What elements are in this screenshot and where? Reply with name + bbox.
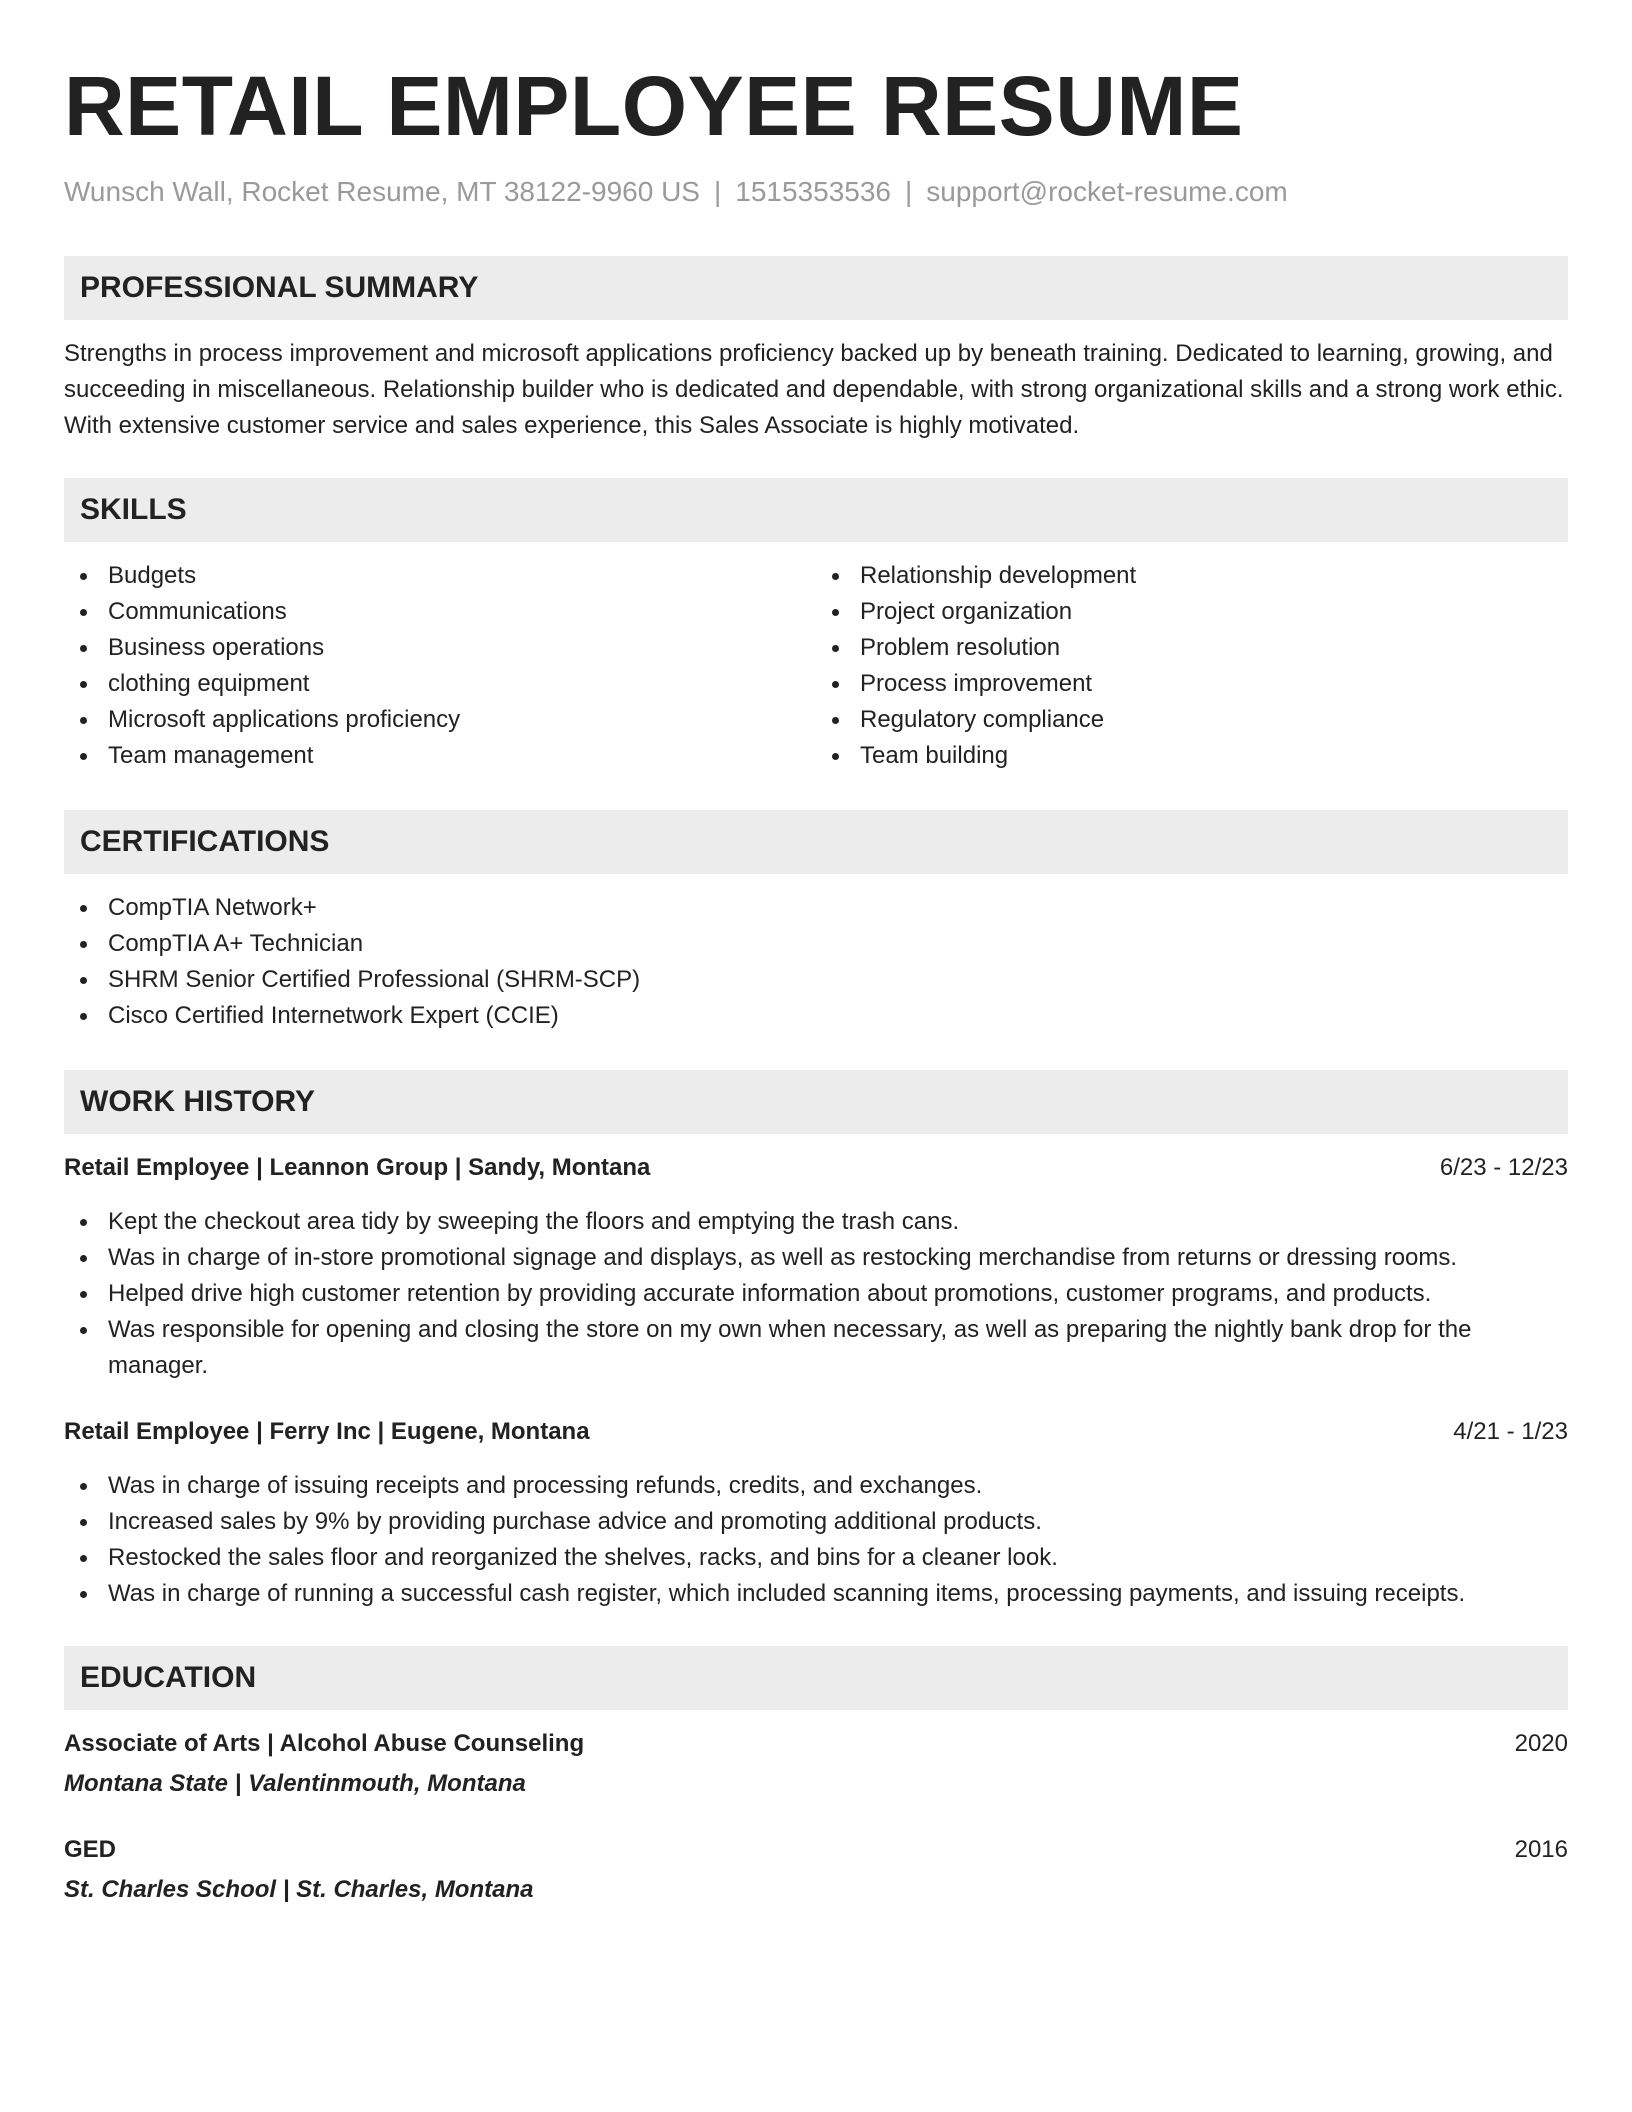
- contact-address: Wunsch Wall, Rocket Resume, MT 38122-9960 US: [64, 176, 700, 207]
- education-heading: EDUCATION: [64, 1646, 1568, 1710]
- skill-item: Problem resolution: [816, 630, 1568, 666]
- skills-heading: SKILLS: [64, 478, 1568, 542]
- work-section: [64, 1070, 1568, 1612]
- education-header: [64, 1832, 1568, 1868]
- skill-item: Business operations: [64, 630, 816, 666]
- summary-heading: PROFESSIONAL SUMMARY: [64, 256, 1568, 320]
- education-section: [64, 1646, 1568, 1908]
- education-entry: [64, 1832, 1568, 1908]
- job-bullets: [64, 1468, 1568, 1612]
- certification-item: SHRM Senior Certified Professional (SHRM-SCP): [64, 962, 1568, 998]
- contact-separator: |: [713, 176, 722, 207]
- education-degree: GED: [64, 1836, 117, 1863]
- skill-item: clothing equipment: [64, 666, 816, 702]
- certification-item: CompTIA Network+: [64, 890, 1568, 926]
- education-school: St. Charles School | St. Charles, Montana: [64, 1876, 534, 1903]
- education-entry: [64, 1726, 1568, 1802]
- skill-item: Microsoft applications proficiency: [64, 702, 816, 738]
- skill-item: Budgets: [64, 558, 816, 594]
- education-degree: Associate of Arts | Alcohol Abuse Counseling: [64, 1730, 585, 1757]
- skills-list-right: [816, 558, 1568, 774]
- job-title: Retail Employee | Leannon Group | Sandy, Montana: [64, 1154, 651, 1181]
- certification-item: CompTIA A+ Technician: [64, 926, 1568, 962]
- skill-item: Regulatory compliance: [816, 702, 1568, 738]
- job-dates: 6/23 - 12/23: [1439, 1154, 1568, 1181]
- education-year: 2020: [1514, 1730, 1568, 1757]
- job-bullet: Restocked the sales floor and reorganized the shelves, racks, and bins for a cleaner look.: [64, 1540, 1568, 1576]
- job-header: [64, 1150, 1568, 1186]
- skills-list-left: [64, 558, 816, 774]
- job-bullet: Was in charge of running a successful cash register, which included scanning items, processing payments, and issuing receipts.: [64, 1576, 1568, 1612]
- job-header: [64, 1414, 1568, 1450]
- education-year: 2016: [1514, 1836, 1568, 1863]
- job-bullet: Was in charge of issuing receipts and processing refunds, credits, and exchanges.: [64, 1468, 1568, 1504]
- job-bullet: Helped drive high customer retention by providing accurate information about promotions, customer programs, and products.: [64, 1276, 1568, 1312]
- summary-text: Strengths in process improvement and microsoft applications proficiency backed up by beneath training. Dedicated to learning, growing, and succeeding in miscellaneous. Relationship builder who is dedicated and dependable, with strong organizational skills and a strong work ethic. With extensive customer service and sales experience, this Sales Associate is highly motivated.: [64, 340, 1564, 439]
- skill-item: Team building: [816, 738, 1568, 774]
- job-bullet: Was in charge of in-store promotional signage and displays, as well as restocking merchandise from returns or dressing rooms.: [64, 1240, 1568, 1276]
- skill-item: Communications: [64, 594, 816, 630]
- job-entry: [64, 1414, 1568, 1612]
- certification-item: Cisco Certified Internetwork Expert (CCIE): [64, 998, 1568, 1034]
- job-dates: 4/21 - 1/23: [1453, 1418, 1568, 1445]
- job-bullet: Kept the checkout area tidy by sweeping the floors and emptying the trash cans.: [64, 1204, 1568, 1240]
- skill-item: Relationship development: [816, 558, 1568, 594]
- job-entry: [64, 1150, 1568, 1384]
- job-bullets: [64, 1204, 1568, 1384]
- skill-item: Process improvement: [816, 666, 1568, 702]
- certifications-heading: CERTIFICATIONS: [64, 810, 1568, 874]
- contact-line: [64, 174, 1568, 210]
- skill-item: Team management: [64, 738, 816, 774]
- job-bullet: Increased sales by 9% by providing purchase advice and promoting additional products.: [64, 1504, 1568, 1540]
- skill-item: Project organization: [816, 594, 1568, 630]
- work-heading: WORK HISTORY: [64, 1070, 1568, 1134]
- summary-section: [64, 256, 1568, 444]
- contact-email: support@rocket-resume.com: [926, 176, 1288, 207]
- certifications-section: [64, 810, 1568, 1034]
- skills-grid: [64, 558, 1568, 774]
- contact-separator: |: [905, 176, 913, 207]
- education-school: Montana State | Valentinmouth, Montana: [64, 1770, 526, 1797]
- resume-title: RETAIL EMPLOYEE RESUME: [64, 59, 1244, 153]
- job-title: Retail Employee | Ferry Inc | Eugene, Montana: [64, 1418, 590, 1445]
- contact-phone: 1515353536: [735, 176, 891, 207]
- skills-section: [64, 478, 1568, 774]
- certifications-list: [64, 890, 1568, 1034]
- education-header: [64, 1726, 1568, 1762]
- job-bullet: Was responsible for opening and closing the store on my own when necessary, as well as preparing the nightly bank drop for the manager.: [64, 1312, 1568, 1384]
